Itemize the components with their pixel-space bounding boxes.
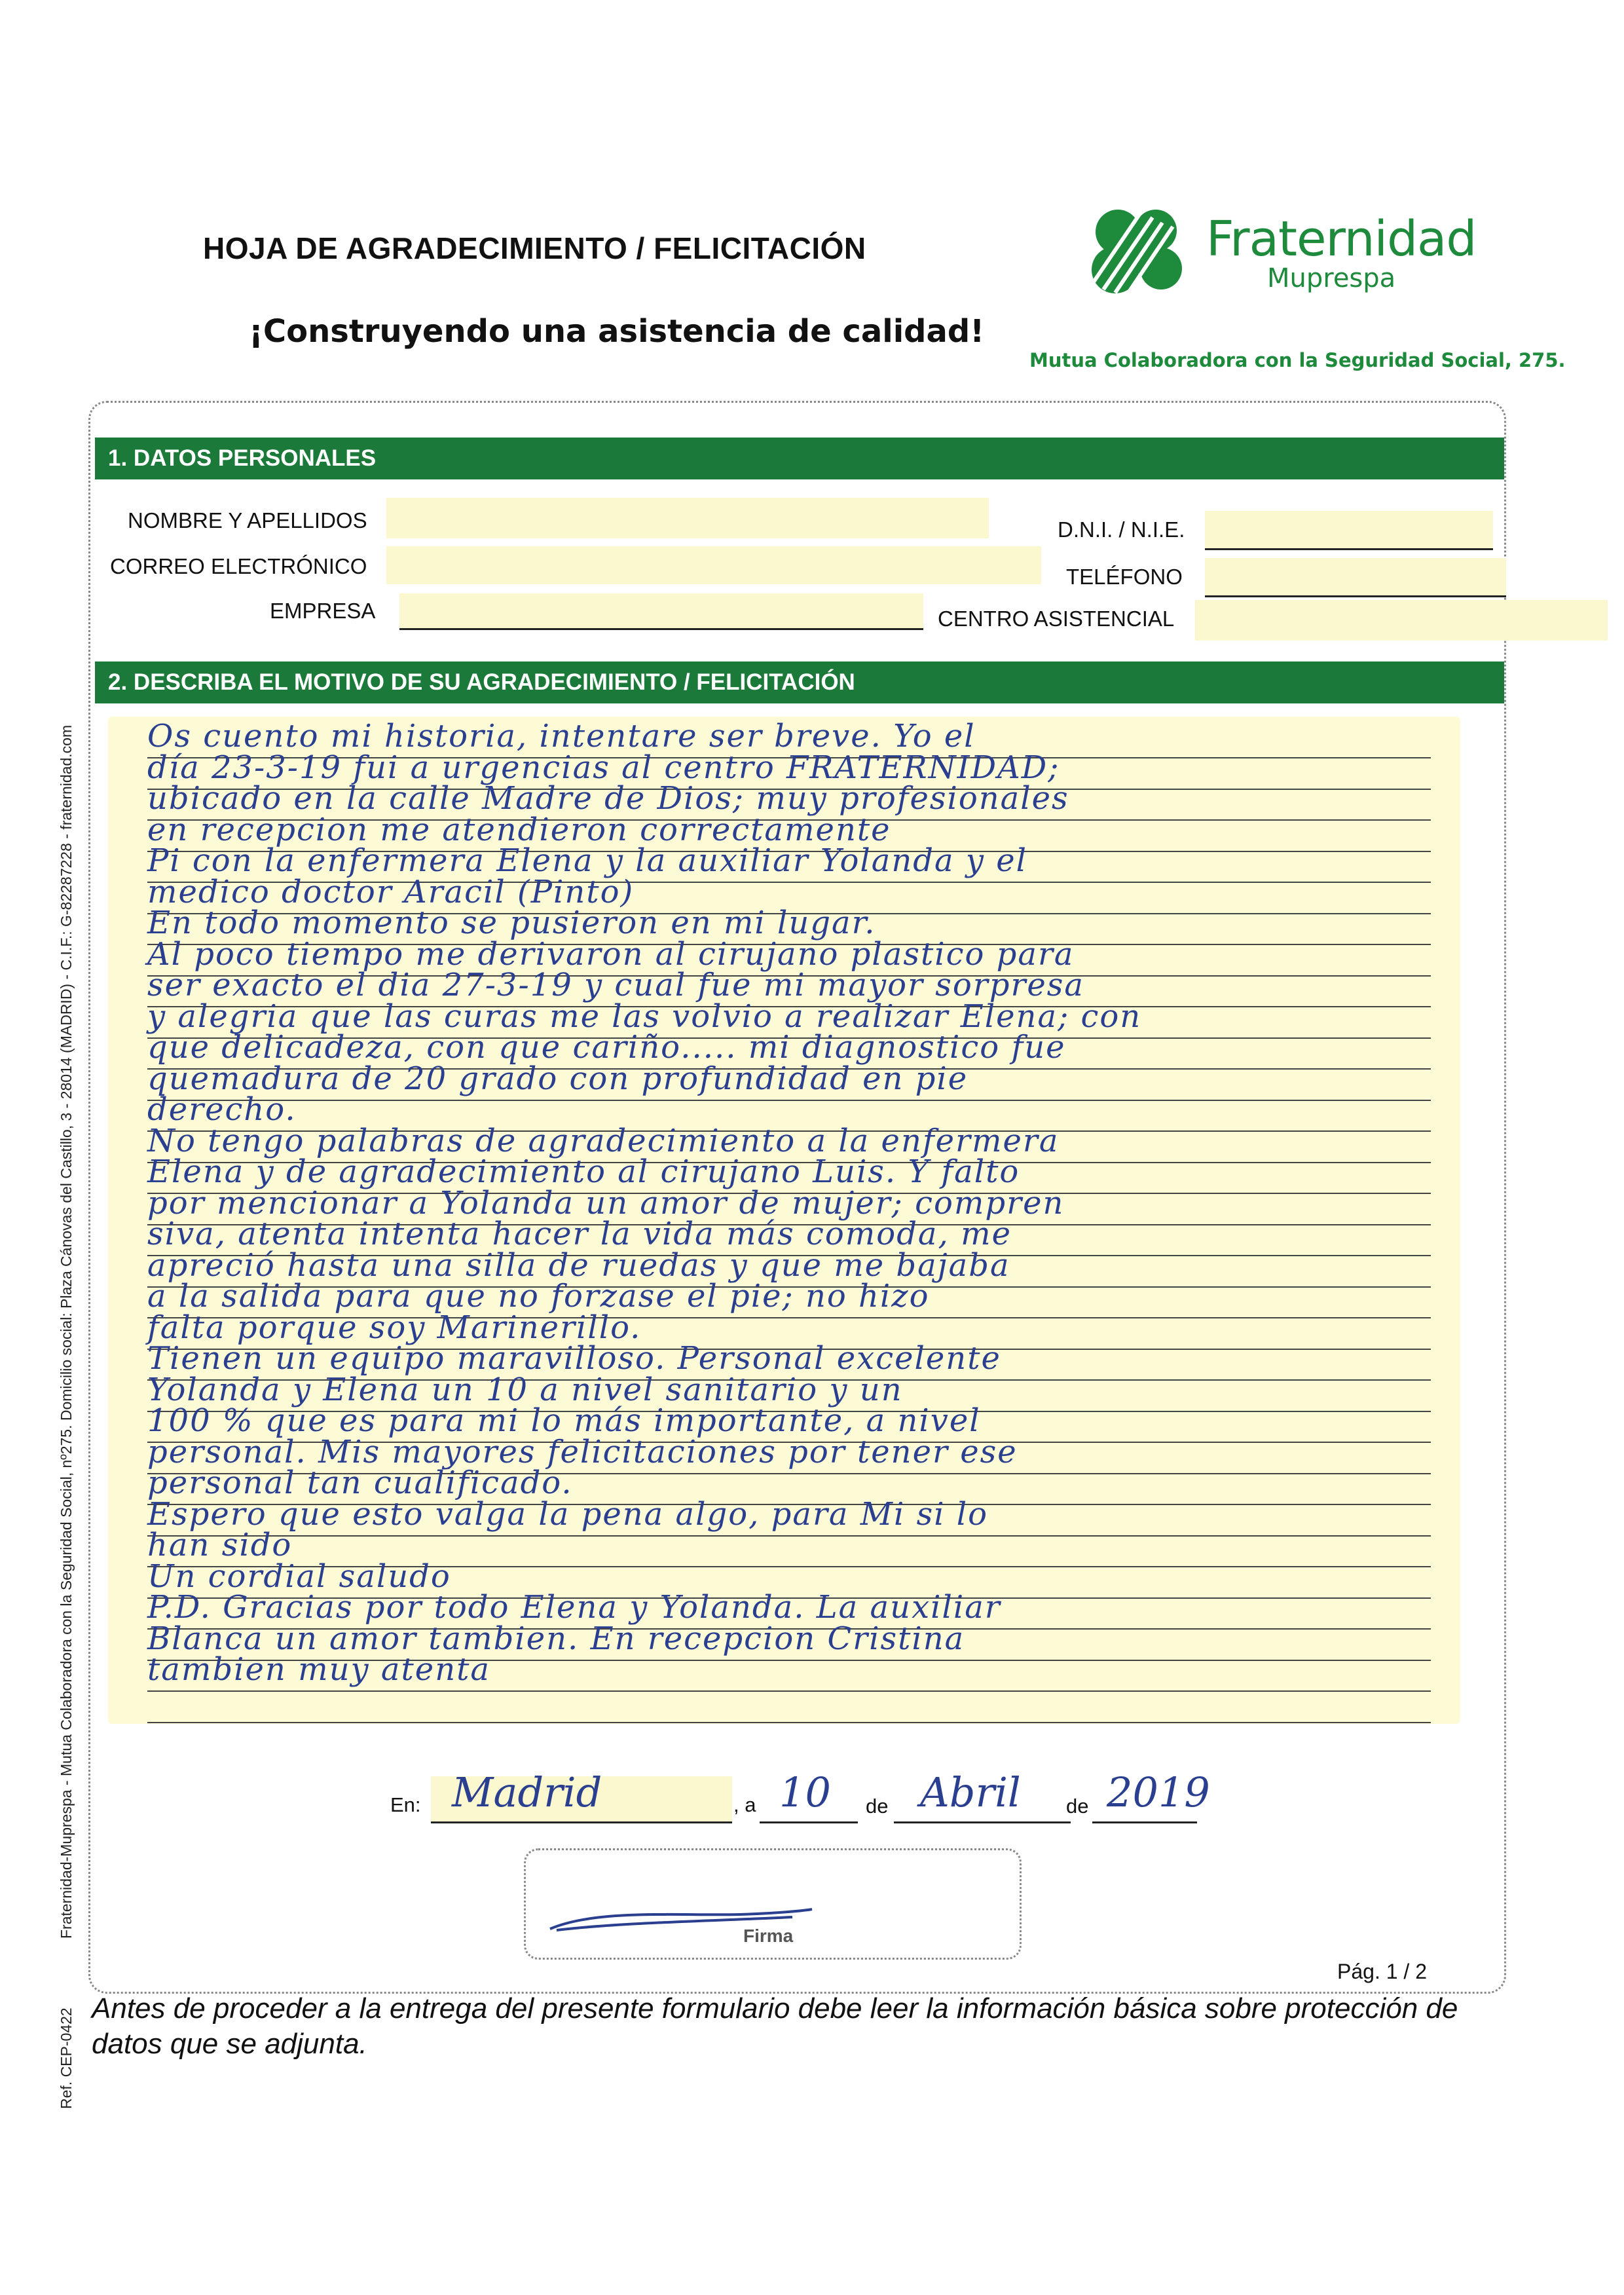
centro-field[interactable] — [1195, 600, 1608, 641]
section-2-heading: 2. DESCRIBA EL MOTIVO DE SU AGRADECIMIENTO / FELICITACIÓN — [95, 662, 1504, 703]
handwritten-line: Al poco tiempo me derivaron al cirujano plastico para — [147, 935, 1075, 973]
label-correo: CORREO ELECTRÓNICO — [110, 554, 367, 578]
handwritten-line: ubicado en la calle Madre de Dios; muy profesionales — [147, 780, 1069, 817]
handwritten-line: En todo momento se pusieron en mi lugar. — [147, 905, 876, 941]
correo-field[interactable] — [386, 546, 1041, 584]
telefono-field[interactable] — [1205, 558, 1506, 597]
label-de-2: de — [1066, 1795, 1089, 1818]
handwritten-line: que delicadeza, con que cariño..... mi diagnostico fue — [147, 1029, 1066, 1066]
label-de-1: de — [866, 1795, 889, 1818]
label-a: , a — [733, 1793, 756, 1816]
handwritten-line: No tengo palabras de agradecimiento a la enfermera — [147, 1122, 1060, 1159]
handwritten-line: personal. Mis mayores felicitaciones por tener ese — [147, 1433, 1018, 1470]
handwritten-line: por mencionar a Yolanda un amor de mujer; compren — [147, 1184, 1065, 1222]
label-en: En: — [390, 1793, 421, 1816]
handwritten-line: Blanca un amor tambien. En recepcion Cristina — [147, 1620, 965, 1657]
logo-name: Fraternidad — [1206, 211, 1477, 267]
mutua-tagline: Mutua Colaboradora con la Seguridad Social, 275. — [1029, 349, 1566, 371]
label-centro: CENTRO ASISTENCIAL — [938, 606, 1175, 631]
city-value: Madrid — [452, 1768, 602, 1816]
ruled-line — [147, 1722, 1431, 1723]
month-value: Abril — [920, 1768, 1021, 1816]
handwritten-line: P.D. Gracias por todo Elena y Yolanda. La auxiliar — [147, 1589, 1001, 1626]
year-value: 2019 — [1107, 1768, 1210, 1816]
handwritten-line: siva, atenta intenta hacer la vida más comoda, me — [147, 1216, 1012, 1252]
handwritten-line: Os cuento mi historia, intentare ser breve. Yo el — [147, 718, 976, 755]
ruled-line — [147, 1690, 1431, 1692]
fraternidad-clover-logo-icon — [1077, 204, 1198, 303]
handwritten-line: ser exacto el dia 27-3-19 y cual fue mi mayor sorpresa — [147, 967, 1085, 1003]
day-value: 10 — [779, 1768, 831, 1816]
label-dni: D.N.I. / N.I.E. — [1058, 517, 1185, 542]
handwritten-line: tambien muy atenta — [147, 1651, 491, 1688]
handwritten-line: personal tan cualificado. — [147, 1465, 573, 1501]
label-nombre: NOMBRE Y APELLIDOS — [128, 508, 367, 532]
handwritten-line: en recepcion me atendieron correctamente — [147, 811, 891, 848]
handwritten-line: día 23-3-19 fui a urgencias al centro FRATERNIDAD; — [147, 749, 1060, 786]
signature-label: Firma — [743, 1926, 794, 1946]
handwritten-line: falta porque soy Marinerillo. — [147, 1309, 642, 1346]
form-subtitle: ¡Construyendo una asistencia de calidad! — [249, 313, 985, 350]
logo-subname: Muprespa — [1267, 263, 1396, 293]
handwritten-line: Un cordial saludo — [147, 1558, 451, 1595]
handwritten-line: apreció hasta una silla de ruedas y que me bajaba — [147, 1246, 1010, 1284]
empresa-field[interactable] — [399, 593, 923, 630]
nombre-field[interactable] — [386, 498, 989, 538]
handwritten-line: Pi con la enfermera Elena y la auxiliar Yolanda y el — [147, 842, 1027, 879]
label-empresa: EMPRESA — [270, 599, 376, 623]
form-title: HOJA DE AGRADECIMIENTO / FELICITACIÓN — [203, 231, 866, 265]
ruled-line — [147, 1100, 1431, 1101]
handwritten-line: derecho. — [147, 1091, 297, 1128]
side-reference: Ref. CEP-0422 — [58, 2007, 75, 2109]
handwritten-line: y alegria que las curas me las volvio a realizar Elena; con — [147, 998, 1142, 1035]
page-number: Pág. 1 / 2 — [1337, 1960, 1427, 1983]
handwritten-line: a la salida para que no forzase el pie; no hizo — [147, 1278, 930, 1315]
handwritten-line: medico doctor Aracil (Pinto) — [147, 873, 635, 910]
handwritten-line: han sido — [147, 1527, 293, 1563]
handwritten-line: Tienen un equipo maravilloso. Personal excelente — [147, 1340, 1001, 1377]
handwritten-line: Elena y de agradecimiento al cirujano Luis. Y falto — [147, 1153, 1020, 1190]
handwritten-line: quemadura de 20 grado con profundidad en pie — [147, 1060, 969, 1097]
data-protection-notice: Antes de proceder a la entrega del presente formulario debe leer la información básica sobre protección de datos que se adjunta. — [92, 1992, 1458, 2060]
handwritten-line: Yolanda y Elena un 10 a nivel sanitario y un — [147, 1371, 903, 1408]
section-1-heading: 1. DATOS PERSONALES — [95, 438, 1504, 479]
label-telefono: TELÉFONO — [1066, 565, 1183, 589]
handwritten-line: Espero que esto valga la pena algo, para Mi si lo — [147, 1495, 989, 1533]
ruled-line — [147, 1535, 1431, 1537]
side-legal-text: Fraternidad-Muprespa - Mutua Colaboradora con la Seguridad Social, nº275. Domicilio social: Plaza Cánovas del Castillo, 3 - 28014 (MADRID) - C.I.F.: G-82287228 - fraternidad.com — [58, 724, 75, 1939]
dni-field[interactable] — [1205, 511, 1493, 550]
handwritten-line: 100 % que es para mi lo más importante, a nivel — [147, 1402, 981, 1439]
description-area[interactable] — [108, 717, 1460, 1724]
